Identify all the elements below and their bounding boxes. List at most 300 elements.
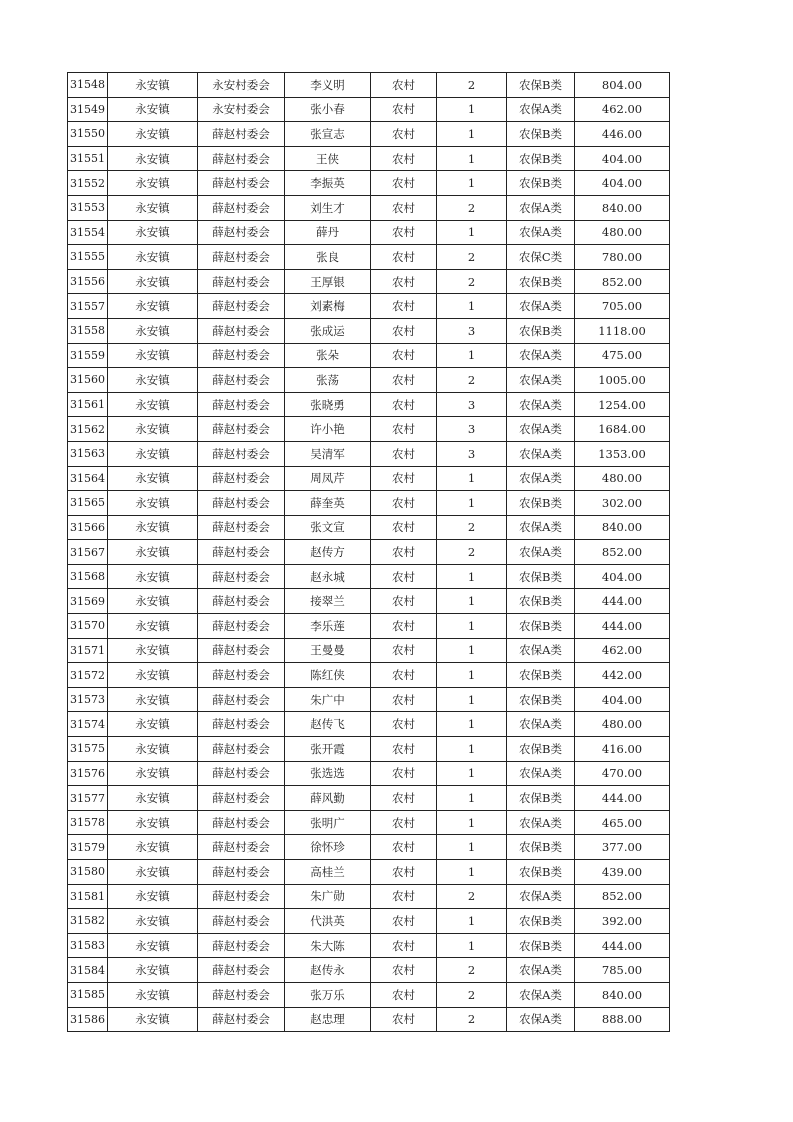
cell-person-name: 吴清军	[285, 441, 371, 466]
cell-amount: 444.00	[575, 589, 670, 614]
cell-insurance-category: 农保B类	[507, 589, 575, 614]
cell-insurance-category: 农保A类	[507, 982, 575, 1007]
cell-record-id: 31579	[68, 835, 108, 860]
cell-town: 永安镇	[108, 392, 198, 417]
cell-insurance-category: 农保A类	[507, 466, 575, 491]
table-row	[68, 515, 670, 540]
table-row	[68, 441, 670, 466]
cell-record-id: 31565	[68, 491, 108, 516]
cell-member-count: 1	[437, 466, 507, 491]
cell-member-count: 2	[437, 958, 507, 983]
cell-household-type: 农村	[371, 933, 437, 958]
cell-person-name: 张万乐	[285, 982, 371, 1007]
cell-insurance-category: 农保A类	[507, 1007, 575, 1032]
cell-household-type: 农村	[371, 958, 437, 983]
cell-member-count: 1	[437, 835, 507, 860]
cell-insurance-category: 农保A类	[507, 441, 575, 466]
cell-member-count: 2	[437, 245, 507, 270]
cell-amount: 404.00	[575, 146, 670, 171]
table-row	[68, 786, 670, 811]
cell-record-id: 31550	[68, 122, 108, 147]
cell-village-committee: 薛赵村委会	[198, 860, 285, 885]
cell-insurance-category: 农保B类	[507, 491, 575, 516]
cell-town: 永安镇	[108, 491, 198, 516]
table-row	[68, 933, 670, 958]
cell-town: 永安镇	[108, 515, 198, 540]
cell-member-count: 1	[437, 294, 507, 319]
cell-amount: 439.00	[575, 860, 670, 885]
cell-household-type: 农村	[371, 122, 437, 147]
table-row	[68, 269, 670, 294]
cell-village-committee: 薛赵村委会	[198, 368, 285, 393]
cell-amount: 462.00	[575, 97, 670, 122]
cell-person-name: 赵传永	[285, 958, 371, 983]
table-row	[68, 392, 670, 417]
cell-household-type: 农村	[371, 294, 437, 319]
table-row	[68, 589, 670, 614]
cell-village-committee: 薛赵村委会	[198, 491, 285, 516]
cell-village-committee: 薛赵村委会	[198, 441, 285, 466]
cell-insurance-category: 农保A类	[507, 417, 575, 442]
cell-household-type: 农村	[371, 663, 437, 688]
cell-amount: 392.00	[575, 909, 670, 934]
cell-person-name: 代洪英	[285, 909, 371, 934]
table-row	[68, 638, 670, 663]
cell-member-count: 1	[437, 810, 507, 835]
cell-record-id: 31548	[68, 73, 108, 98]
cell-record-id: 31563	[68, 441, 108, 466]
cell-town: 永安镇	[108, 220, 198, 245]
table-row	[68, 1007, 670, 1032]
cell-record-id: 31580	[68, 860, 108, 885]
cell-household-type: 农村	[371, 589, 437, 614]
cell-member-count: 1	[437, 663, 507, 688]
cell-person-name: 刘素梅	[285, 294, 371, 319]
cell-record-id: 31586	[68, 1007, 108, 1032]
cell-member-count: 2	[437, 540, 507, 565]
table-row	[68, 860, 670, 885]
cell-household-type: 农村	[371, 515, 437, 540]
cell-village-committee: 薛赵村委会	[198, 737, 285, 762]
cell-town: 永安镇	[108, 97, 198, 122]
cell-record-id: 31572	[68, 663, 108, 688]
cell-member-count: 3	[437, 392, 507, 417]
cell-village-committee: 薛赵村委会	[198, 318, 285, 343]
cell-record-id: 31584	[68, 958, 108, 983]
table-row	[68, 761, 670, 786]
cell-household-type: 农村	[371, 269, 437, 294]
table-row	[68, 294, 670, 319]
cell-person-name: 张小春	[285, 97, 371, 122]
cell-household-type: 农村	[371, 491, 437, 516]
cell-household-type: 农村	[371, 146, 437, 171]
cell-town: 永安镇	[108, 294, 198, 319]
cell-amount: 475.00	[575, 343, 670, 368]
table-row	[68, 417, 670, 442]
cell-town: 永安镇	[108, 589, 198, 614]
cell-town: 永安镇	[108, 245, 198, 270]
cell-insurance-category: 农保B类	[507, 860, 575, 885]
cell-town: 永安镇	[108, 737, 198, 762]
cell-village-committee: 薛赵村委会	[198, 958, 285, 983]
table-row	[68, 195, 670, 220]
cell-town: 永安镇	[108, 712, 198, 737]
cell-household-type: 农村	[371, 860, 437, 885]
cell-record-id: 31571	[68, 638, 108, 663]
cell-household-type: 农村	[371, 761, 437, 786]
cell-insurance-category: 农保B类	[507, 146, 575, 171]
cell-insurance-category: 农保B类	[507, 614, 575, 639]
cell-person-name: 徐怀珍	[285, 835, 371, 860]
cell-person-name: 张明广	[285, 810, 371, 835]
cell-household-type: 农村	[371, 343, 437, 368]
cell-record-id: 31576	[68, 761, 108, 786]
cell-insurance-category: 农保A类	[507, 220, 575, 245]
table-row	[68, 564, 670, 589]
cell-insurance-category: 农保A类	[507, 761, 575, 786]
cell-amount: 480.00	[575, 220, 670, 245]
cell-insurance-category: 农保B类	[507, 122, 575, 147]
table-row	[68, 958, 670, 983]
cell-village-committee: 薛赵村委会	[198, 884, 285, 909]
cell-insurance-category: 农保A类	[507, 515, 575, 540]
cell-village-committee: 永安村委会	[198, 97, 285, 122]
cell-insurance-category: 农保A类	[507, 368, 575, 393]
table-row	[68, 835, 670, 860]
cell-person-name: 刘生才	[285, 195, 371, 220]
cell-record-id: 31573	[68, 687, 108, 712]
cell-household-type: 农村	[371, 466, 437, 491]
cell-person-name: 赵忠理	[285, 1007, 371, 1032]
cell-household-type: 农村	[371, 73, 437, 98]
cell-member-count: 1	[437, 737, 507, 762]
cell-town: 永安镇	[108, 146, 198, 171]
cell-record-id: 31566	[68, 515, 108, 540]
cell-record-id: 31583	[68, 933, 108, 958]
cell-town: 永安镇	[108, 958, 198, 983]
table-row	[68, 318, 670, 343]
cell-amount: 480.00	[575, 712, 670, 737]
cell-insurance-category: 农保A类	[507, 540, 575, 565]
cell-amount: 840.00	[575, 982, 670, 1007]
table-row	[68, 909, 670, 934]
cell-insurance-category: 农保C类	[507, 245, 575, 270]
cell-village-committee: 薛赵村委会	[198, 614, 285, 639]
cell-village-committee: 薛赵村委会	[198, 220, 285, 245]
cell-record-id: 31578	[68, 810, 108, 835]
cell-amount: 465.00	[575, 810, 670, 835]
cell-amount: 780.00	[575, 245, 670, 270]
table-row	[68, 122, 670, 147]
table-row	[68, 171, 670, 196]
cell-village-committee: 薛赵村委会	[198, 417, 285, 442]
cell-insurance-category: 农保A类	[507, 195, 575, 220]
cell-village-committee: 薛赵村委会	[198, 810, 285, 835]
cell-record-id: 31582	[68, 909, 108, 934]
cell-amount: 705.00	[575, 294, 670, 319]
cell-insurance-category: 农保B类	[507, 737, 575, 762]
cell-person-name: 赵永城	[285, 564, 371, 589]
cell-amount: 852.00	[575, 540, 670, 565]
cell-insurance-category: 农保B类	[507, 663, 575, 688]
cell-person-name: 朱大陈	[285, 933, 371, 958]
cell-record-id: 31560	[68, 368, 108, 393]
cell-village-committee: 薛赵村委会	[198, 663, 285, 688]
cell-village-committee: 薛赵村委会	[198, 245, 285, 270]
table-row	[68, 245, 670, 270]
cell-village-committee: 薛赵村委会	[198, 540, 285, 565]
cell-record-id: 31585	[68, 982, 108, 1007]
cell-village-committee: 薛赵村委会	[198, 786, 285, 811]
cell-record-id: 31575	[68, 737, 108, 762]
cell-household-type: 农村	[371, 1007, 437, 1032]
cell-member-count: 2	[437, 515, 507, 540]
cell-village-committee: 薛赵村委会	[198, 146, 285, 171]
cell-town: 永安镇	[108, 933, 198, 958]
cell-amount: 446.00	[575, 122, 670, 147]
cell-insurance-category: 农保A类	[507, 712, 575, 737]
cell-member-count: 2	[437, 73, 507, 98]
cell-record-id: 31553	[68, 195, 108, 220]
cell-member-count: 1	[437, 687, 507, 712]
cell-household-type: 农村	[371, 441, 437, 466]
table-row	[68, 97, 670, 122]
cell-amount: 444.00	[575, 614, 670, 639]
cell-town: 永安镇	[108, 564, 198, 589]
cell-town: 永安镇	[108, 663, 198, 688]
cell-member-count: 1	[437, 564, 507, 589]
cell-household-type: 农村	[371, 835, 437, 860]
cell-household-type: 农村	[371, 982, 437, 1007]
cell-town: 永安镇	[108, 1007, 198, 1032]
cell-town: 永安镇	[108, 614, 198, 639]
cell-village-committee: 薛赵村委会	[198, 392, 285, 417]
cell-amount: 852.00	[575, 269, 670, 294]
cell-town: 永安镇	[108, 810, 198, 835]
cell-town: 永安镇	[108, 466, 198, 491]
table-row	[68, 737, 670, 762]
cell-amount: 852.00	[575, 884, 670, 909]
cell-town: 永安镇	[108, 835, 198, 860]
cell-household-type: 农村	[371, 220, 437, 245]
cell-record-id: 31569	[68, 589, 108, 614]
cell-town: 永安镇	[108, 343, 198, 368]
cell-household-type: 农村	[371, 737, 437, 762]
cell-person-name: 张文宣	[285, 515, 371, 540]
table-row	[68, 540, 670, 565]
cell-village-committee: 薛赵村委会	[198, 687, 285, 712]
cell-insurance-category: 农保B类	[507, 73, 575, 98]
cell-village-committee: 薛赵村委会	[198, 564, 285, 589]
cell-household-type: 农村	[371, 638, 437, 663]
cell-person-name: 薛风勤	[285, 786, 371, 811]
cell-village-committee: 永安村委会	[198, 73, 285, 98]
cell-town: 永安镇	[108, 860, 198, 885]
cell-amount: 1353.00	[575, 441, 670, 466]
table-row	[68, 146, 670, 171]
cell-member-count: 1	[437, 343, 507, 368]
cell-person-name: 张晓勇	[285, 392, 371, 417]
cell-village-committee: 薛赵村委会	[198, 909, 285, 934]
cell-person-name: 张开霞	[285, 737, 371, 762]
cell-person-name: 薛奎英	[285, 491, 371, 516]
cell-village-committee: 薛赵村委会	[198, 982, 285, 1007]
cell-person-name: 陈红侠	[285, 663, 371, 688]
cell-town: 永安镇	[108, 417, 198, 442]
cell-person-name: 李义明	[285, 73, 371, 98]
cell-member-count: 3	[437, 417, 507, 442]
cell-amount: 404.00	[575, 564, 670, 589]
cell-amount: 416.00	[575, 737, 670, 762]
cell-record-id: 31562	[68, 417, 108, 442]
cell-member-count: 1	[437, 220, 507, 245]
cell-person-name: 王厚银	[285, 269, 371, 294]
cell-amount: 444.00	[575, 933, 670, 958]
cell-amount: 404.00	[575, 171, 670, 196]
cell-village-committee: 薛赵村委会	[198, 343, 285, 368]
cell-household-type: 农村	[371, 564, 437, 589]
cell-household-type: 农村	[371, 786, 437, 811]
cell-household-type: 农村	[371, 195, 437, 220]
cell-insurance-category: 农保B类	[507, 171, 575, 196]
cell-record-id: 31581	[68, 884, 108, 909]
cell-member-count: 1	[437, 909, 507, 934]
table-row	[68, 982, 670, 1007]
cell-insurance-category: 农保B类	[507, 786, 575, 811]
cell-household-type: 农村	[371, 687, 437, 712]
cell-town: 永安镇	[108, 982, 198, 1007]
cell-member-count: 1	[437, 122, 507, 147]
cell-insurance-category: 农保A类	[507, 97, 575, 122]
cell-amount: 804.00	[575, 73, 670, 98]
cell-record-id: 31570	[68, 614, 108, 639]
table-row	[68, 614, 670, 639]
cell-town: 永安镇	[108, 909, 198, 934]
cell-record-id: 31555	[68, 245, 108, 270]
cell-town: 永安镇	[108, 540, 198, 565]
cell-person-name: 张选选	[285, 761, 371, 786]
cell-person-name: 张宣志	[285, 122, 371, 147]
cell-person-name: 张朵	[285, 343, 371, 368]
cell-village-committee: 薛赵村委会	[198, 1007, 285, 1032]
cell-village-committee: 薛赵村委会	[198, 835, 285, 860]
cell-record-id: 31568	[68, 564, 108, 589]
cell-village-committee: 薛赵村委会	[198, 638, 285, 663]
cell-person-name: 张成运	[285, 318, 371, 343]
cell-amount: 1684.00	[575, 417, 670, 442]
cell-person-name: 周凤芹	[285, 466, 371, 491]
cell-household-type: 农村	[371, 614, 437, 639]
cell-village-committee: 薛赵村委会	[198, 294, 285, 319]
cell-town: 永安镇	[108, 171, 198, 196]
cell-insurance-category: 农保A类	[507, 392, 575, 417]
table-row	[68, 712, 670, 737]
cell-person-name: 许小艳	[285, 417, 371, 442]
cell-record-id: 31567	[68, 540, 108, 565]
cell-person-name: 赵传方	[285, 540, 371, 565]
cell-person-name: 朱广勋	[285, 884, 371, 909]
cell-record-id: 31552	[68, 171, 108, 196]
cell-town: 永安镇	[108, 786, 198, 811]
cell-member-count: 1	[437, 97, 507, 122]
table-body	[68, 73, 670, 1032]
cell-town: 永安镇	[108, 318, 198, 343]
cell-member-count: 2	[437, 1007, 507, 1032]
cell-person-name: 李乐莲	[285, 614, 371, 639]
cell-member-count: 1	[437, 761, 507, 786]
table-row	[68, 466, 670, 491]
cell-member-count: 1	[437, 860, 507, 885]
cell-member-count: 3	[437, 318, 507, 343]
table-row	[68, 663, 670, 688]
cell-member-count: 1	[437, 933, 507, 958]
cell-member-count: 3	[437, 441, 507, 466]
cell-amount: 462.00	[575, 638, 670, 663]
cell-member-count: 1	[437, 171, 507, 196]
cell-amount: 377.00	[575, 835, 670, 860]
cell-town: 永安镇	[108, 884, 198, 909]
cell-town: 永安镇	[108, 269, 198, 294]
cell-town: 永安镇	[108, 441, 198, 466]
cell-person-name: 接翠兰	[285, 589, 371, 614]
table-row	[68, 220, 670, 245]
cell-record-id: 31549	[68, 97, 108, 122]
cell-record-id: 31558	[68, 318, 108, 343]
cell-person-name: 赵传飞	[285, 712, 371, 737]
cell-record-id: 31574	[68, 712, 108, 737]
cell-household-type: 农村	[371, 540, 437, 565]
cell-village-committee: 薛赵村委会	[198, 195, 285, 220]
cell-record-id: 31577	[68, 786, 108, 811]
cell-insurance-category: 农保B类	[507, 835, 575, 860]
cell-amount: 840.00	[575, 195, 670, 220]
cell-amount: 785.00	[575, 958, 670, 983]
table-row	[68, 491, 670, 516]
cell-household-type: 农村	[371, 97, 437, 122]
cell-amount: 444.00	[575, 786, 670, 811]
cell-person-name: 张良	[285, 245, 371, 270]
cell-household-type: 农村	[371, 417, 437, 442]
cell-household-type: 农村	[371, 368, 437, 393]
cell-amount: 1254.00	[575, 392, 670, 417]
cell-member-count: 1	[437, 146, 507, 171]
cell-household-type: 农村	[371, 909, 437, 934]
cell-town: 永安镇	[108, 638, 198, 663]
cell-household-type: 农村	[371, 171, 437, 196]
cell-member-count: 2	[437, 884, 507, 909]
cell-insurance-category: 农保A类	[507, 638, 575, 663]
cell-record-id: 31559	[68, 343, 108, 368]
cell-village-committee: 薛赵村委会	[198, 761, 285, 786]
cell-insurance-category: 农保A类	[507, 343, 575, 368]
cell-member-count: 1	[437, 638, 507, 663]
cell-town: 永安镇	[108, 761, 198, 786]
cell-record-id: 31561	[68, 392, 108, 417]
cell-town: 永安镇	[108, 122, 198, 147]
cell-village-committee: 薛赵村委会	[198, 933, 285, 958]
cell-record-id: 31554	[68, 220, 108, 245]
cell-amount: 840.00	[575, 515, 670, 540]
cell-town: 永安镇	[108, 73, 198, 98]
cell-record-id: 31551	[68, 146, 108, 171]
cell-record-id: 31556	[68, 269, 108, 294]
table-row	[68, 73, 670, 98]
cell-member-count: 1	[437, 614, 507, 639]
cell-village-committee: 薛赵村委会	[198, 589, 285, 614]
table-row	[68, 687, 670, 712]
cell-insurance-category: 农保B类	[507, 687, 575, 712]
cell-person-name: 薛丹	[285, 220, 371, 245]
